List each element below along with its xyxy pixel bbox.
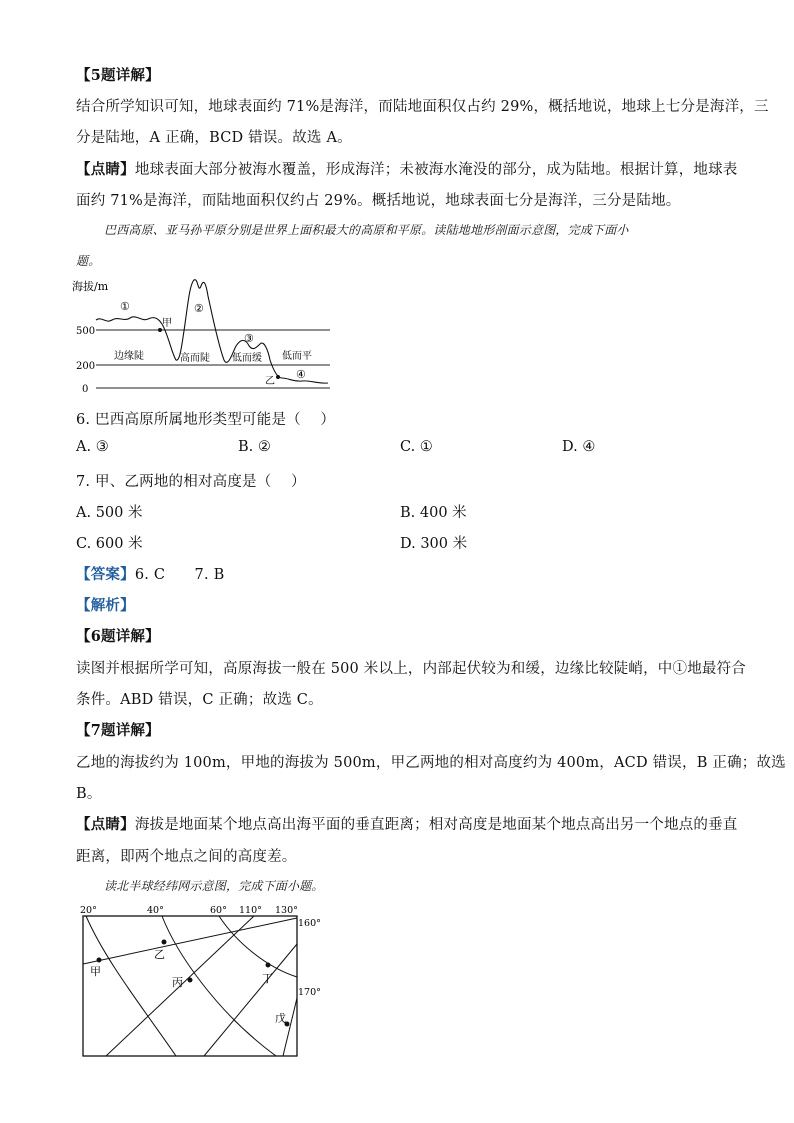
answer-text: 6. C 7. B: [134, 567, 225, 583]
note-tag: 【点睛】: [76, 161, 135, 178]
tick-200: 200: [76, 361, 96, 372]
label-60: 60°: [210, 905, 227, 916]
q6-option-a[interactable]: A. ③: [76, 439, 109, 455]
label-170: 170°: [298, 987, 321, 998]
s6-heading: 【6题详解】: [76, 628, 160, 645]
graticule-figure: [76, 902, 326, 1062]
marker-1: ①: [120, 300, 130, 313]
latitude-arc-20: [86, 916, 176, 1056]
s7-paragraph-line2: B。: [76, 786, 102, 802]
s5-note-line1: [76, 158, 738, 179]
intro2-line1: 读北半球经纬网示意图，完成下面小题。: [104, 879, 324, 893]
q7-option-d[interactable]: D. 300 米: [400, 536, 468, 552]
label-jia: 甲: [90, 965, 101, 978]
marker-3: ③: [244, 332, 254, 345]
profile-ylabel: 海拔/m: [72, 280, 109, 293]
q6-option-d[interactable]: D. ④: [562, 439, 596, 455]
s5-note-line2: 面约 71%是海洋，而陆地面积仅约占 29%。概括地说，地球表面七分是海洋，三分是陆地。: [76, 193, 681, 209]
intro1-line1: 巴西高原、亚马孙平原分别是世界上面积最大的高原和平原。读陆地地形剖面示意图，完成下面小: [104, 223, 629, 237]
point-yi: [162, 940, 167, 945]
label-yi: 乙: [265, 376, 275, 387]
s5-heading: 【5题详解】: [76, 67, 160, 84]
s7-note-line2: 距离，即两个地点之间的高度差。: [76, 849, 297, 865]
point-jia: [97, 958, 102, 963]
q6-option-b[interactable]: B. ②: [238, 439, 271, 455]
note-tag: 【点睛】: [76, 816, 135, 833]
label-bing: 丙: [172, 976, 183, 989]
zone-3: 低而缓: [232, 353, 262, 364]
q7-option-b[interactable]: B. 400 米: [400, 505, 467, 521]
point-yi: [276, 375, 280, 379]
latitude-arc-60: [219, 916, 297, 977]
s5-paragraph-line1: 结合所学知识可知，地球表面约 71%是海洋，而陆地面积仅占约 29%，概括地说，地球上七分是海洋，三: [76, 99, 769, 115]
meridian-line-1: [83, 918, 297, 964]
tick-500: 500: [76, 326, 96, 337]
zone-4: 低而平: [282, 351, 312, 362]
graticule-frame: [83, 916, 297, 1056]
point-ding: [266, 963, 271, 968]
label-20: 20°: [80, 905, 97, 916]
meridian-line-4: [283, 998, 297, 1056]
answer-line: [76, 563, 224, 584]
meridian-line-3: [204, 944, 297, 1056]
label-130: 130°: [275, 905, 298, 916]
terrain-profile-line: [96, 280, 328, 384]
q6-stem: 6. 巴西高原所属地形类型可能是（ ）: [76, 412, 336, 428]
q7-stem: 7. 甲、乙两地的相对高度是（ ）: [76, 474, 306, 490]
s7-note-line1: [76, 813, 738, 834]
q7-option-c[interactable]: C. 600 米: [76, 536, 143, 552]
zone-1: 边缘陡: [114, 351, 144, 362]
s5-paragraph-line2: 分是陆地，A 正确，BCD 错误。故选 A。: [76, 130, 352, 146]
label-wu: 戊: [275, 1012, 286, 1025]
zone-2: 高而陡: [180, 353, 210, 364]
s7-paragraph-line1: 乙地的海拔约为 100m，甲地的海拔为 500m，甲乙两地的相对高度约为 400m，ACD 错误，B 正确；故选: [76, 755, 786, 771]
s6-paragraph-line2: 条件。ABD 错误，C 正确；故选 C。: [76, 692, 323, 708]
label-yi: 乙: [154, 948, 165, 961]
analysis-tag: 【解析】: [76, 597, 135, 614]
marker-2: ②: [194, 302, 204, 315]
q6-option-c[interactable]: C. ①: [400, 439, 433, 455]
label-40: 40°: [147, 905, 164, 916]
intro1-line2: 题。: [76, 254, 101, 268]
s7-heading: 【7题详解】: [76, 722, 160, 739]
q7-option-a[interactable]: A. 500 米: [76, 505, 143, 521]
label-jia: 甲: [162, 318, 172, 329]
tick-0: 0: [82, 384, 89, 394]
point-bing: [188, 978, 193, 983]
label-110: 110°: [239, 905, 262, 916]
s6-paragraph-line1: 读图并根据所学可知，高原海拔一般在 500 米以上，内部起伏较为和缓，边缘比较陡峭，中①地最符合: [76, 661, 746, 677]
answer-tag: 【答案】: [76, 566, 135, 583]
marker-4: ④: [296, 368, 306, 381]
s5-note-text1: 地球表面大部分被海水覆盖，形成海洋；未被海水淹没的部分，成为陆地。根据计算，地球表: [134, 162, 738, 178]
label-ding: 丁: [262, 972, 273, 985]
s7-note-text1: 海拔是地面某个地点高出海平面的垂直距离；相对高度是地面某个地点高出另一个地点的垂直: [134, 817, 738, 833]
terrain-profile-figure: [72, 274, 334, 394]
label-160: 160°: [298, 918, 321, 929]
